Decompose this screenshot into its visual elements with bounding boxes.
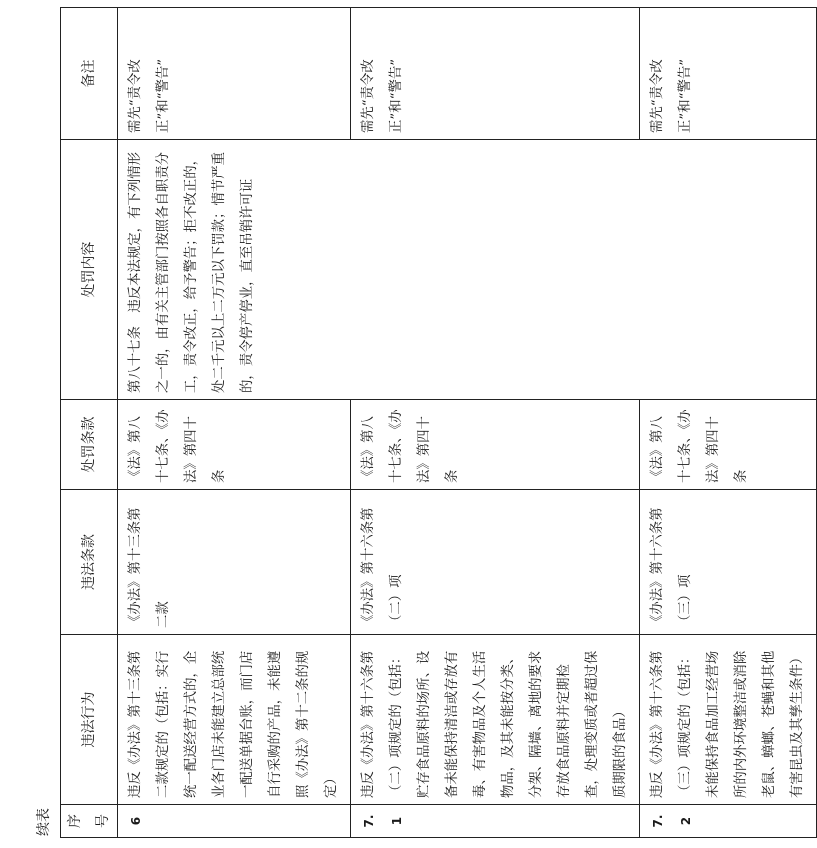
cell-clause: 《办法》第十六条第（三）项 bbox=[640, 490, 817, 635]
cell-behavior: 违反《办法》第十三条第二款规定的（包括：实行统一配送经营方式的，企业各门店未能建立总部统一配送单据台账，而门店自行采购的产品，未能遵照《办法》第十二条的规定） bbox=[118, 635, 351, 805]
header-behavior: 违法行为 bbox=[61, 635, 118, 805]
header-seq: 序号 bbox=[61, 805, 118, 838]
table-row bbox=[351, 8, 640, 838]
cell-penalty-clause: 《法》第八十七条、《办法》第四十条 bbox=[351, 400, 640, 490]
header-clause: 违法条款 bbox=[61, 490, 118, 635]
header-penalty-clause: 处罚条款 bbox=[61, 400, 118, 490]
cell-note: 需先“责令改正”和“警告” bbox=[640, 8, 817, 140]
penalty-table bbox=[60, 8, 805, 838]
cell-penalty-clause: 《法》第八十七条、《办法》第四十条 bbox=[118, 400, 351, 490]
header-note: 备注 bbox=[61, 8, 118, 140]
cell-note: 需先“责令改正”和“警告” bbox=[351, 8, 640, 140]
table-row bbox=[640, 8, 817, 838]
header-penalty: 处罚内容 bbox=[61, 140, 118, 400]
cell-seq: 6 bbox=[118, 805, 351, 838]
cell-behavior: 违反《办法》第十六条第（二）项规定的（包括：贮存食品原料的场所、设备未能保持清洁或存放有毒、有害物品及个人生活物品，及其未能按分类、分架、隔墙、离地的要求存放食品原料并定期检查，处理变质或者超过保质期限的食品） bbox=[351, 635, 640, 805]
table-header-row bbox=[61, 8, 118, 838]
cell-seq: 7.1 bbox=[351, 805, 640, 838]
table-row bbox=[118, 8, 351, 838]
cell-penalty-clause: 《法》第八十七条、《办法》第四十条 bbox=[640, 400, 817, 490]
cell-clause: 《办法》第十六条第（二）项 bbox=[351, 490, 640, 635]
cell-note: 需先“责令改正”和“警告” bbox=[118, 8, 351, 140]
cell-penalty: 第八十七条 违反本法规定，有下列情形之一的，由有关主管部门按照各自职责分工，责令改正，给予警告；拒不改正的，处二千元以上二万元以下罚款；情节严重的，责令停产停业，直至吊销许可证 bbox=[118, 140, 817, 400]
continued-table-label: 续表 bbox=[36, 808, 52, 836]
cell-clause: 《办法》第十三条第二款 bbox=[118, 490, 351, 635]
cell-behavior: 违反《办法》第十六条第（三）项规定的（包括：未能保持食品加工经营场所的内外环境整洁或消除老鼠、蟑螂、苍蝇和其他有害昆虫及其孳生条件） bbox=[640, 635, 817, 805]
cell-seq: 7.2 bbox=[640, 805, 817, 838]
